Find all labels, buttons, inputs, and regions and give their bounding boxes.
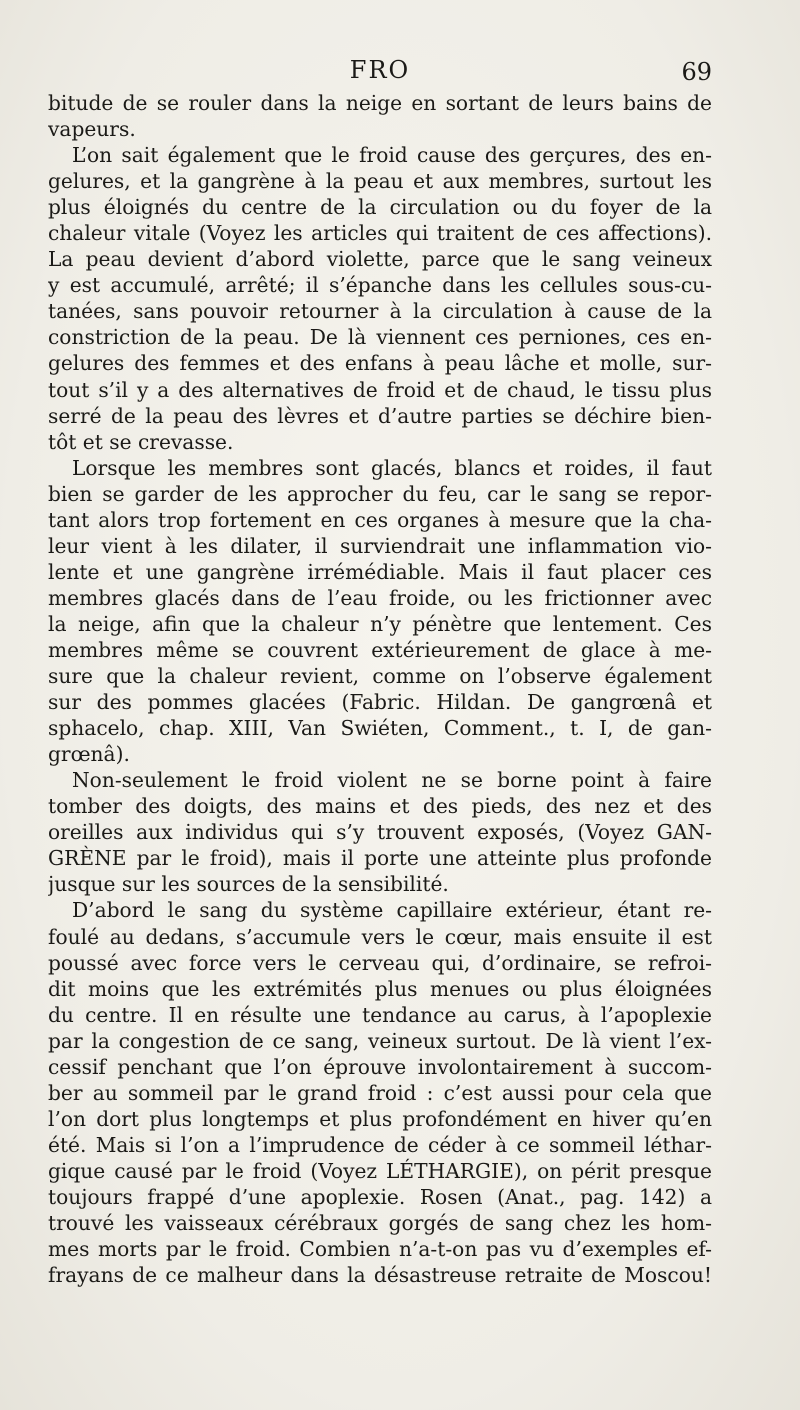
text-line: vapeurs. [48,117,136,142]
text-line: tôt et se crevasse. [48,429,234,454]
text-line: par la congestion de ce sang, veineux surtout. De là vient l’ex- [48,1028,712,1053]
text-line: dit moins que les extrémités plus menues ou plus éloignées [48,976,712,1001]
text-line: D’abord le sang du système capillaire extérieur, étant re- [72,898,712,923]
page-header [48,56,712,86]
text-line: La peau devient d’abord violette, parce que le sang veineux [48,247,712,272]
text-line: chaleur vitale (Voyez les articles qui traitent de ces affections). [48,221,712,246]
text-line: poussé avec force vers le cerveau qui, d’ordinaire, se refroi- [48,950,712,975]
text-line: l’on dort plus longtemps et plus profondément en hiver qu’en [48,1106,712,1131]
text-line: tant alors trop fortement en ces organes à mesure que la cha- [48,507,712,532]
text-line: été. Mais si l’on a l’imprudence de céder à ce sommeil léthar- [48,1132,712,1157]
text-line: constriction de la peau. De là viennent ces perniones, ces en- [48,325,712,350]
text-line: L’on sait également que le froid cause des gerçures, des en- [72,143,712,168]
text-line: sure que la chaleur revient, comme on l’observe également [48,664,712,689]
text-line: tout s’il y a des alternatives de froid et de chaud, le tissu plus [48,377,712,402]
text-line: la neige, afin que la chaleur n’y pénètre que lentement. Ces [48,611,712,636]
text-line: oreilles aux individus qui s’y trouvent exposés, (Voyez GAN- [48,820,712,845]
text-line: membres glacés dans de l’eau froide, ou les frictionner avec [48,585,712,610]
text-line: cessif penchant que l’on éprouve involontairement à succom- [48,1054,712,1079]
text-line: plus éloignés du centre de la circulation ou du foyer de la [48,195,712,220]
text-line: gelures des femmes et des enfans à peau lâche et molle, sur- [48,351,712,376]
text-line: Non-seulement le froid violent ne se borne point à faire [72,768,712,793]
text-line: Lorsque les membres sont glacés, blancs et roides, il faut [72,455,712,480]
text-line: gelures, et la gangrène à la peau et aux membres, surtout les [48,169,712,194]
text-line: tomber des doigts, des mains et des pieds, des nez et des [48,794,712,819]
page-number: 69 [681,58,712,86]
text-line: grœnâ). [48,742,130,767]
text-line: tanées, sans pouvoir retourner à la circulation à cause de la [48,299,712,324]
text-line: jusque sur les sources de la sensibilité. [48,872,449,897]
text-line: sur des pommes glacées (Fabric. Hildan. De gangrœnâ et [48,690,712,715]
text-line: GRÈNE par le froid), mais il porte une atteinte plus profonde [48,846,712,871]
text-line: frayans de ce malheur dans la désastreuse retraite de Moscou! [48,1263,712,1288]
text-line: foulé au dedans, s’accumule vers le cœur, mais ensuite il est [48,924,712,949]
text-line: bitude de se rouler dans la neige en sortant de leurs bains de [48,91,712,115]
text-line: ber au sommeil par le grand froid : c’est aussi pour cela que [48,1080,712,1105]
text-line: serré de la peau des lèvres et d’autre parties se déchire bien- [48,403,712,428]
text-line: toujours frappé d’une apoplexie. Rosen (Anat., pag. 142) a [48,1184,712,1209]
text-line: du centre. Il en résulte une tendance au carus, à l’apoplexie [48,1002,712,1027]
text-line: leur vient à les dilater, il surviendrait une inflammation vio- [48,533,712,558]
text-line: sphacelo, chap. XIII, Van Swiéten, Comment., t. I, de gan- [48,716,712,741]
text-line: trouvé les vaisseaux cérébraux gorgés de sang chez les hom- [48,1211,712,1236]
text-line: gique causé par le froid (Voyez LÉTHARGIE), on périt presque [48,1158,712,1183]
text-line: bien se garder de les approcher du feu, car le sang se repor- [48,481,712,506]
text-line: y est accumulé, arrêté; il s’épanche dans les cellules sous-cu- [48,273,712,298]
text-line: lente et une gangrène irrémédiable. Mais il faut placer ces [48,559,712,584]
text-line: mes morts par le froid. Combien n’a-t-on pas vu d’exemples ef- [48,1237,712,1262]
running-head: FRO [349,56,411,84]
text-line: membres même se couvrent extérieurement de glace à me- [48,637,712,662]
body-text [48,90,712,1288]
